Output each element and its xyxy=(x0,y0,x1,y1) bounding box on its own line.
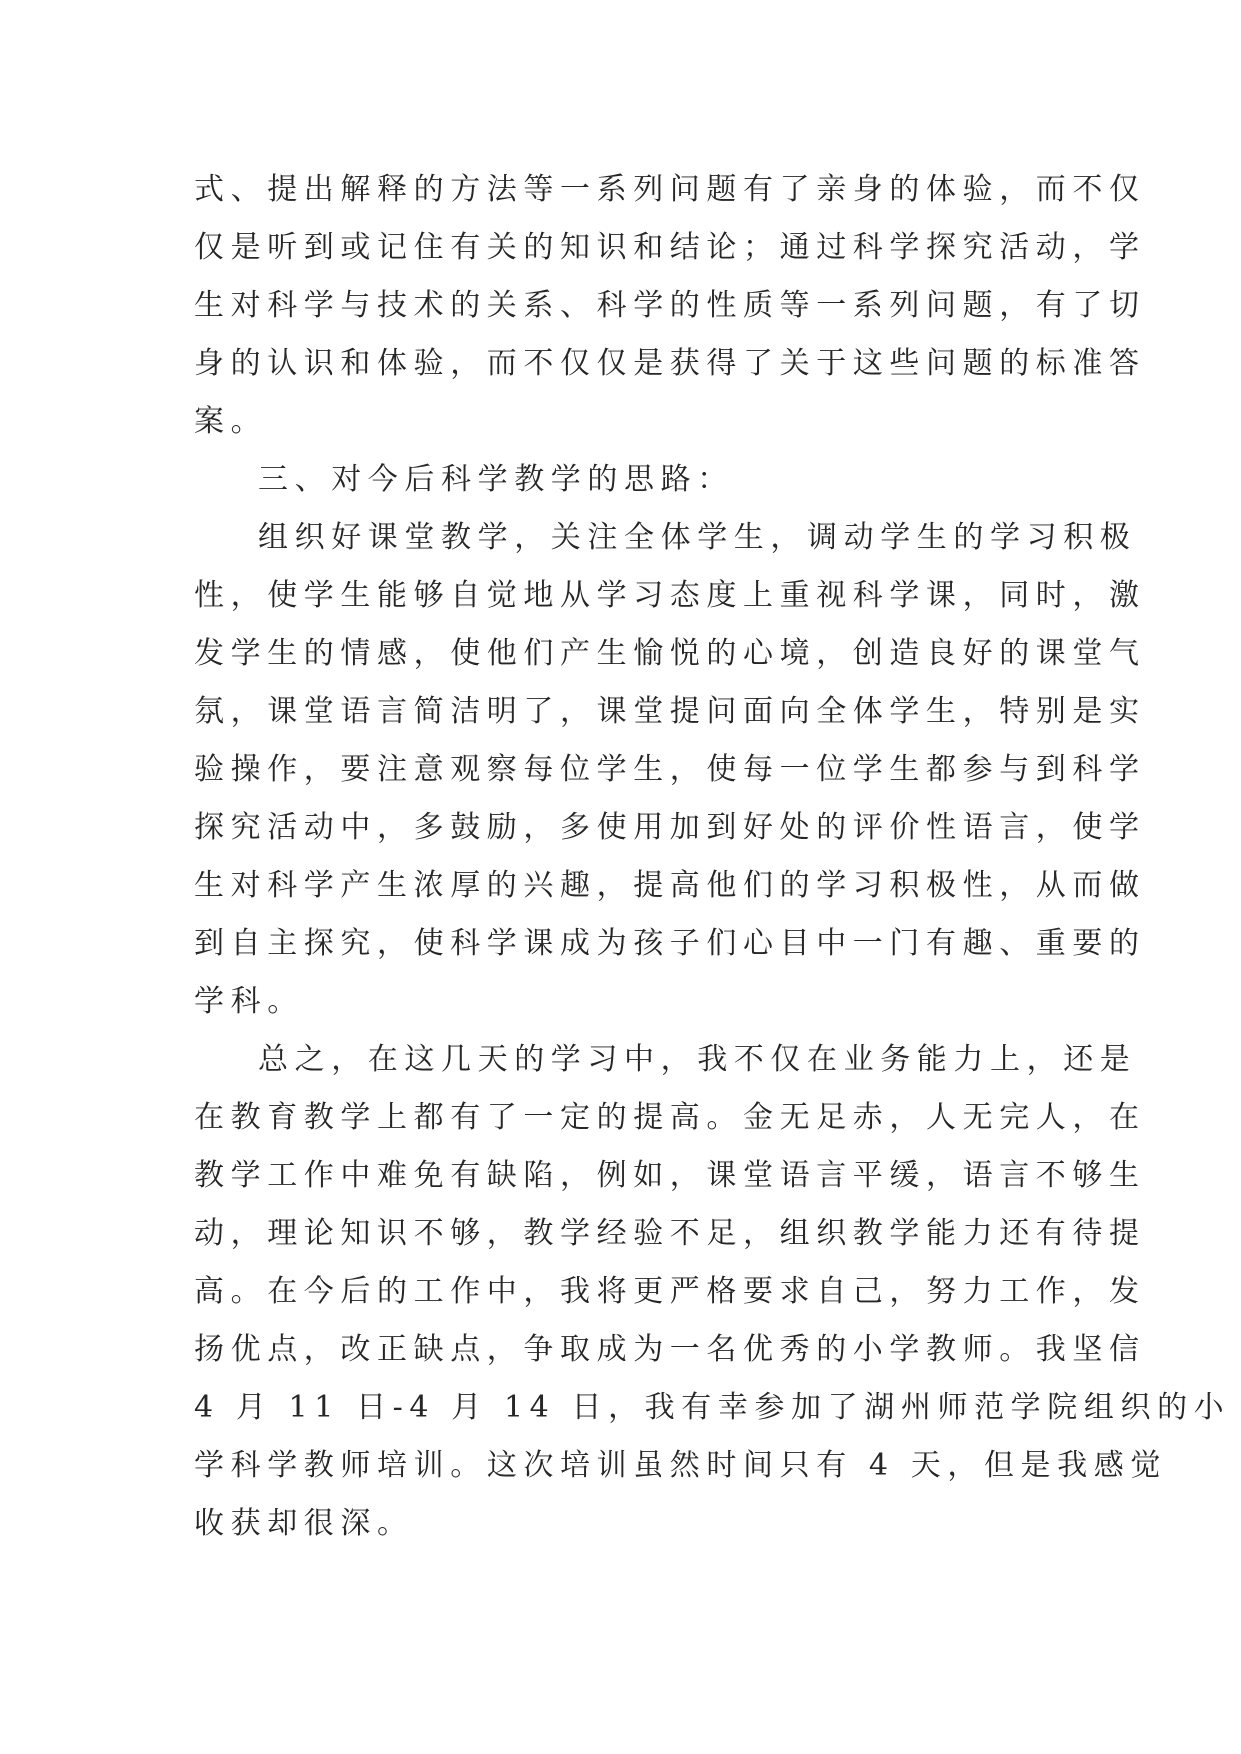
text-line: 扬优点，改正缺点，争取成为一名优秀的小学教师。我坚信 xyxy=(194,1332,1146,1367)
text-line: 教学工作中难免有缺陷，例如，课堂语言平缓，语言不够生 xyxy=(194,1158,1146,1193)
paragraph-summary xyxy=(194,1031,1231,1553)
text-line: 4 月 11 日-4 月 14 日，我有幸参加了湖州师范学院组织的小 xyxy=(194,1390,1231,1425)
text-line: 验操作，要注意观察每位学生，使每一位学生都参与到科学 xyxy=(194,752,1146,787)
text-line: 身的认识和体验，而不仅仅是获得了关于这些问题的标准答 xyxy=(194,346,1146,381)
text-line: 生对科学与技术的关系、科学的性质等一系列问题，有了切 xyxy=(194,288,1146,323)
text-line: 探究活动中，多鼓励，多使用加到好处的评价性语言，使学 xyxy=(194,810,1146,845)
text-line: 组织好课堂教学，关注全体学生，调动学生的学习积极 xyxy=(258,520,1137,555)
text-line: 学科。 xyxy=(194,984,304,1019)
text-line: 生对科学产生浓厚的兴趣，提高他们的学习积极性，从而做 xyxy=(194,868,1146,903)
paragraph-experience xyxy=(194,161,1146,451)
document-body xyxy=(194,161,1231,1553)
text-line: 收获却很深。 xyxy=(194,1506,414,1541)
text-line: 性，使学生能够自觉地从学习态度上重视科学课，同时，激 xyxy=(194,578,1146,613)
text-line: 学科学教师培训。这次培训虽然时间只有 4 天，但是我感觉 xyxy=(194,1448,1167,1483)
text-line: 式、提出解释的方法等一系列问题有了亲身的体验，而不仅 xyxy=(194,172,1146,207)
paragraph-teaching-plan xyxy=(194,509,1146,1031)
text-line: 高。在今后的工作中，我将更严格要求自己，努力工作，发 xyxy=(194,1274,1146,1309)
text-line: 到自主探究，使科学课成为孩子们心目中一门有趣、重要的 xyxy=(194,926,1146,961)
text-line: 总之，在这几天的学习中，我不仅在业务能力上，还是 xyxy=(258,1042,1137,1077)
text-line: 发学生的情感，使他们产生愉悦的心境，创造良好的课堂气 xyxy=(194,636,1146,671)
text-line: 在教育教学上都有了一定的提高。金无足赤，人无完人，在 xyxy=(194,1100,1146,1135)
section-heading-3: 三、对今后科学教学的思路： xyxy=(258,462,734,497)
text-line: 氛，课堂语言简洁明了，课堂提问面向全体学生，特别是实 xyxy=(194,694,1146,729)
text-line: 动，理论知识不够，教学经验不足，组织教学能力还有待提 xyxy=(194,1216,1146,1251)
text-line: 案。 xyxy=(194,404,268,439)
text-line: 仅是听到或记住有关的知识和结论；通过科学探究活动，学 xyxy=(194,230,1146,265)
